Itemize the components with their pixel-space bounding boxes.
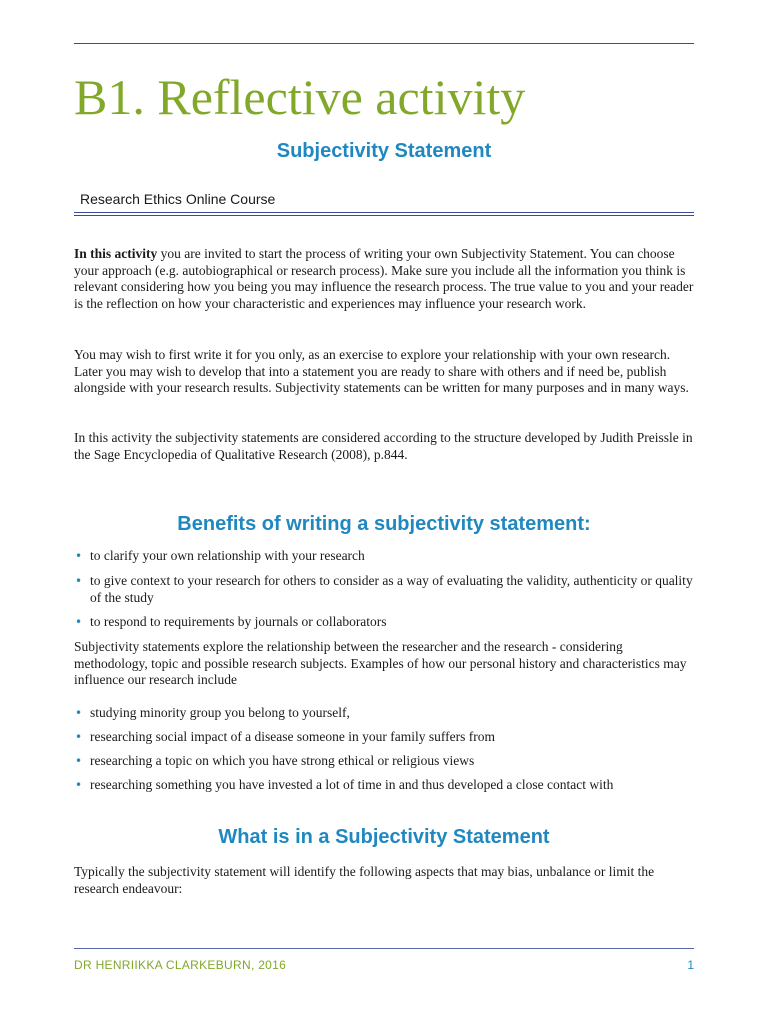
page-number: 1 — [687, 958, 694, 972]
page-title: B1. Reflective activity — [74, 69, 526, 125]
benefits-heading: Benefits of writing a subjectivity statement: — [177, 513, 591, 535]
header-double-rule-lower — [74, 215, 694, 216]
what-heading: What is in a Subjectivity Statement — [218, 826, 550, 848]
intro-paragraph-2: You may wish to first write it for you only, as an exercise to explore your relationship with your own research. Later you may wish to develop that into a statement you are ready to share with others and if need be, publish alongside with your research results. Subjectivity statements can be written for many purposes and in many ways. — [74, 347, 689, 395]
intro-paragraph-1-text: you are invited to start the process of writing your own Subjectivity Statement. You can choose your approach (e.g. autobiographical or research process). Make sure you include all the information you think is relevant considering how you being you may influence the research process. The true value to you and your reader is the reflection on how your characteristic and experiences may influence your research work. — [74, 246, 694, 311]
header-double-rule-upper — [74, 212, 694, 213]
page-subtitle: Subjectivity Statement — [276, 140, 492, 162]
top-rule — [74, 43, 694, 44]
benefits-paragraph: Subjectivity statements explore the relationship between the researcher and the research - considering methodology, topic and possible research subjects. Examples of how our personal history and characteristics may influence our research include — [74, 639, 687, 687]
benefit-item: • to clarify your own relationship with your research — [90, 548, 694, 565]
example-item: • studying minority group you belong to yourself, — [90, 705, 694, 722]
intro-paragraph-3: In this activity the subjectivity statements are considered according to the structure developed by Judith Preissle in the Sage Encyclopedia of Qualitative Research (2008), p.844. — [74, 430, 693, 462]
intro-paragraph-1 — [74, 246, 694, 312]
benefit-item: • to give context to your research for others to consider as a way of evaluating the validity, authenticity or quality of the study — [90, 573, 694, 606]
course-name: Research Ethics Online Course — [80, 191, 276, 207]
what-paragraph: Typically the subjectivity statement will identify the following aspects that may bias, unbalance or limit the research endeavour: — [74, 864, 655, 896]
footer-author: DR HENRIIKKA CLARKEBURN, 2016 — [74, 958, 287, 972]
intro-lead: In this activity — [74, 246, 158, 261]
example-item: • researching social impact of a disease someone in your family suffers from — [90, 729, 694, 746]
benefit-item: • to respond to requirements by journals or collaborators — [90, 614, 694, 631]
footer-rule — [74, 948, 694, 949]
example-item: • researching something you have invested a lot of time in and thus developed a close contact with — [90, 777, 694, 794]
example-item: • researching a topic on which you have strong ethical or religious views — [90, 753, 694, 770]
